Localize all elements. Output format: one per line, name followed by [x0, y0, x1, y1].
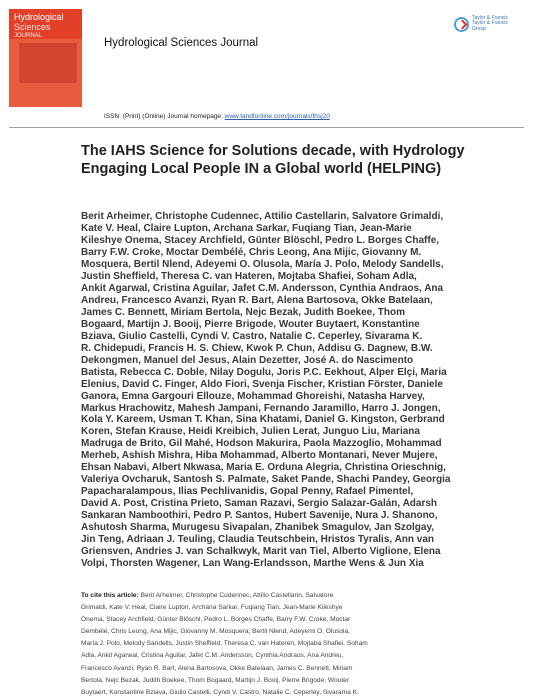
author-line: Bziava, Giulio Castelli, Cyndi V. Castro, Natalie C. Ceperley, Sivarama K. — [81, 330, 423, 342]
citation-line: Francesco Avanzi, Ryan R. Bart, Alena Bartosova, Okke Batelaan, James C. Bennett, Miriam — [81, 664, 353, 672]
author-line: Ashutosh Sharma, Murugesu Sivapalan, Zhanibek Smagulov, Jan Szolgay, — [81, 522, 435, 534]
author-line: Berit Arheimer, Christophe Cudennec, Attilio Castellarin, Salvatore Grimaldi, — [81, 211, 444, 222]
author-line: Griensven, Andries J. van Schalkwyk, Marit van Tiel, Alberto Viglione, Elena — [81, 546, 441, 558]
citation-line: Adla, Ankit Agarwal, Cristina Aguilar, Jafet C.M. Andersson, Cynthia Andraos, Ana Andreu, — [81, 652, 344, 660]
author-line: Bogaard, Martijn J. Booij, Pierre Brigode, Wouter Buytaert, Konstantine — [81, 318, 420, 330]
author-line: Volpi, Thorsten Wagener, Lan Wang-Erlandsson, Marthe Wens & Jun Xia — [81, 558, 424, 570]
author-line: Kola Y. Kareem, Usman T. Khan, Sina Khatami, Daniel G. Kingston, Gerbrand — [81, 414, 445, 426]
publisher-logo-icon — [454, 17, 469, 32]
citation-line: Onema, Stacey Archfield, Günter Blöschl, Pedro L. Borges Chaffe, Barry F.W. Croke, Moctar — [81, 616, 351, 624]
author-line: Ganora, Emna Gargouri Ellouze, Mohammad Ghoreishi, Natasha Harvey, — [81, 390, 425, 402]
citation-line — [81, 590, 461, 602]
author-line: Kate V. Heal, Claire Lupton, Archana Sarkar, Fuqiang Tian, Jean-Marie — [81, 222, 412, 234]
citation-line: Buytaert, Konstantine Bziava, Giulio Castelli, Cyndi V. Castro, Natalie C. Ceperley, Sivarama K. — [81, 688, 359, 696]
citation-block — [81, 590, 461, 699]
header-divider — [9, 127, 524, 128]
journal-homepage-link[interactable]: www.tandfonline.com/journals/thsj20 — [224, 113, 330, 120]
author-line: Batista, Rebecca C. Doble, Nilay Dogulu, Joris P.C. Eekhout, Alper Elçi, Maria — [81, 366, 447, 378]
author-line: Valeriya Ovcharuk, Santosh S. Palmate, Saket Pande, Shachi Pandey, Georgia — [81, 474, 451, 486]
citation-text: Berit Arheimer, Christophe Cudennec, Attilio Castellarin, Salvatore — [138, 592, 334, 599]
cover-title-line3: JOURNAL — [14, 33, 43, 39]
publisher-logo-line2: Taylor & Francis Group — [472, 20, 508, 32]
article-title: The IAHS Science for Solutions decade, with Hydrology Engaging Local People IN a Global world (HELPING) — [81, 143, 465, 177]
publisher-logo-text — [472, 16, 522, 33]
publisher-logo[interactable] — [454, 13, 524, 35]
author-list — [81, 211, 491, 570]
author-line: Koren, Stefan Krause, Heidi Kreibich, Julien Lerat, Junguo Liu, Mariana — [81, 426, 420, 438]
author-line: Ankit Agarwal, Cristina Aguilar, Jafet C.M. Andersson, Cynthia Andraos, Ana — [81, 282, 444, 294]
citation-line: María J. Polo, Melody Sandells, Justin Sheffield, Theresa C. van Hateren, Mojtaba Shafiei, Soham — [81, 640, 368, 648]
author-line: Madruga de Brito, Gil Mahé, Hodson Makurira, Paola Mazzoglio, Mohammad — [81, 438, 442, 450]
author-line: R. Chidepudi, Francis H. S. Chiew, Kwok P. Chun, Addisu G. Dagnew, B.W. — [81, 342, 433, 354]
cover-photo — [19, 43, 77, 83]
issn-text: ISSN: (Print) (Online) Journal homepage: — [104, 113, 225, 120]
publisher-logo-line1: Taylor & Francis — [472, 14, 508, 21]
citation-line: Grimaldi, Kate V. Heal, Claire Lupton, Archana Sarkar, Fuqiang Tian, Jean-Marie Kileshye — [81, 604, 343, 612]
author-line: Merheb, Ashish Mishra, Hiba Mohammad, Alberto Montanari, Never Mujere, — [81, 450, 438, 462]
citation-label: To cite this article: — [81, 592, 139, 599]
author-line: Ehsan Nabavi, Albert Nkwasa, Maria E. Orduna Alegria, Christina Orieschnig, — [81, 462, 446, 474]
cover-title — [14, 13, 80, 42]
citation-line: Dembélé, Chris Leong, Ana Mijic, Giovanny M. Mosquera, Bertil Nlend, Adeyemi O. Olusola, — [81, 628, 350, 636]
issn-homepage-line — [104, 113, 330, 120]
journal-cover-image — [9, 9, 82, 107]
author-line: James C. Bennett, Miriam Bertola, Nejc Bezak, Judith Boekee, Thom — [81, 306, 405, 318]
author-line: David A. Post, Cristina Prieto, Saman Razavi, Sergio Salazar-Galán, Adarsh — [81, 498, 438, 510]
author-line: Justin Sheffield, Theresa C. van Hateren, Mojtaba Shafiei, Soham Adla, — [81, 270, 417, 282]
author-line: Papacharalampous, Ilias Pechlivanidis, Gopal Penny, Rafael Pimentel, — [81, 486, 414, 498]
cover-title-line1: Hydrological — [14, 12, 64, 22]
journal-name: Hydrological Sciences Journal — [104, 37, 259, 49]
citation-line: Bertola, Nejc Bezak, Judith Boekee, Thom Bogaard, Martijn J. Booij, Pierre Brigode, Wouter — [81, 676, 350, 684]
author-line: Markus Hrachowitz, Mahesh Jampani, Fernando Jaramillo, Harro J. Jongen, — [81, 402, 441, 414]
cover-title-line2: Sciences — [14, 21, 51, 32]
author-line: Dekongmen, Manuel del Jesus, Alain Dezetter, José A. do Nascimento — [81, 354, 414, 366]
author-line: Mosquera, Bertil Nlend, Adeyemi O. Olusola, María J. Polo, Melody Sandells, — [81, 258, 444, 270]
author-line: Elenius, David C. Finger, Aldo Fiori, Svenja Fischer, Kristian Förster, Daniele — [81, 378, 443, 390]
author-line: Barry F.W. Croke, Moctar Dembélé, Chris Leong, Ana Mijic, Giovanny M. — [81, 246, 422, 258]
author-line: Sankaran Namboothiri, Pedro P. Santos, Hubert Savenije, Nura J. Shanono, — [81, 510, 438, 522]
author-line: Kileshye Onema, Stacey Archfield, Günter Blöschl, Pedro L. Borges Chaffe, — [81, 234, 440, 246]
author-line: Andreu, Francesco Avanzi, Ryan R. Bart, Alena Bartosova, Okke Batelaan, — [81, 294, 433, 306]
author-line: Jin Teng, Adriaan J. Teuling, Claudia Teutschbein, Hristos Tyralis, Ann van — [81, 534, 435, 546]
